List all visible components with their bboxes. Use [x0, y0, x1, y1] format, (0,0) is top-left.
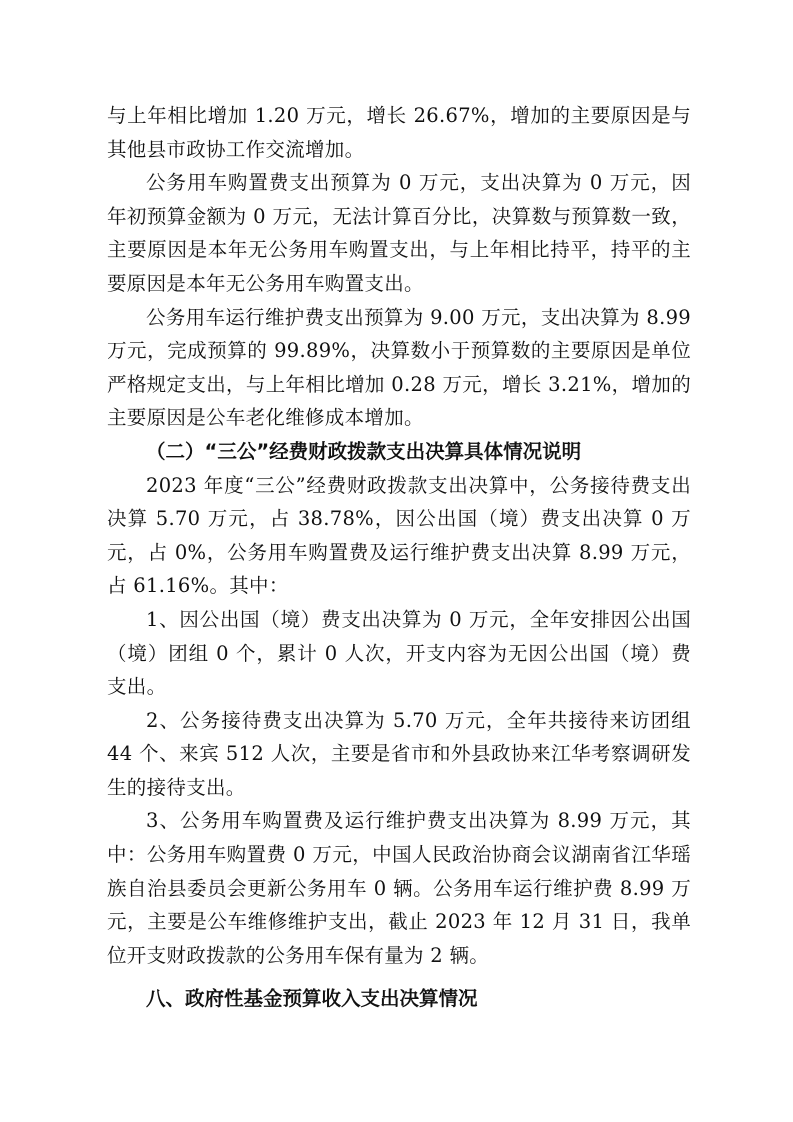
paragraph-three-public-summary: 2023 年度“三公”经费财政拨款支出决算中，公务接待费支出决算 5.70 万元，占 38.78%，因公出国（境）费支出决算 0 万元，占 0%，公务用车购置费及运行维护费支出决算 8.99 万元，占 61.16%。其中： [107, 473, 691, 598]
paragraph-reception-increase: 与上年相比增加 1.20 万元，增长 26.67%，增加的主要原因是与其他县市政协工作交流增加。 [107, 104, 691, 161]
paragraph-official-reception: 2、公务接待费支出决算为 5.70 万元，全年共接待来访团组 44 个、来宾 512 人次，主要是省市和外县政协来江华考察调研发生的接待支出。 [107, 708, 691, 799]
document-page [107, 99, 691, 1016]
section-heading-government-fund: 八、政府性基金预算收入支出决算情况 [146, 987, 478, 1011]
paragraph-vehicle-maintenance: 公务用车运行维护费支出预算为 9.00 万元，支出决算为 8.99 万元，完成预算的 99.89%，决算数小于预算数的主要原因是单位严格规定支出，与上年相比增加 0.28 万元，增长 3.21%，增加的主要原因是公车老化维修成本增加。 [107, 305, 691, 430]
paragraph-official-vehicles: 3、公务用车购置费及运行维护费支出决算为 8.99 万元，其中：公务用车购置费 0 万元，中国人民政治协商会议湖南省江华瑶族自治县委员会更新公务用车 0 辆。公务用车运行维护费 8.99 万元，主要是公车维修维护支出，截止 2023 年 12 月 31 日，我单位开支财政拨款的公务用车保有量为 2 辆。 [107, 809, 691, 967]
section-heading-three-public: （二）“三公”经费财政拨款支出决算具体情况说明 [146, 439, 582, 463]
paragraph-vehicle-purchase: 公务用车购置费支出预算为 0 万元，支出决算为 0 万元，因年初预算金额为 0 万元，无法计算百分比，决算数与预算数一致，主要原因是本年无公务用车购置支出，与上年相比持平，持平的主要原因是本年无公务用车购置支出。 [107, 171, 691, 295]
paragraph-overseas-travel: 1、因公出国（境）费支出决算为 0 万元，全年安排因公出国（境）团组 0 个，累计 0 人次，开支内容为无因公出国（境）费支出。 [107, 607, 691, 699]
